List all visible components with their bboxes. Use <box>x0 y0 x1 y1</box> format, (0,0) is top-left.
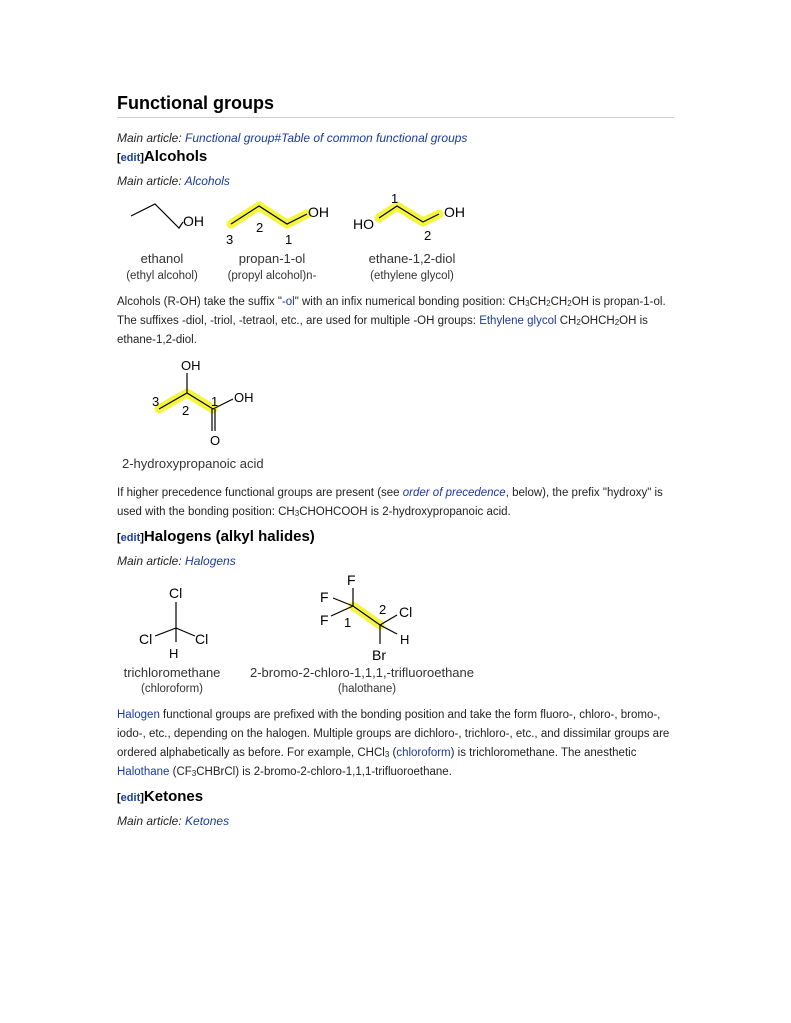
acid-name: 2-hydroxypropanoic acid <box>122 456 264 471</box>
functional-group-table-link[interactable]: Functional group#Table of common functional groups <box>185 131 468 145</box>
main-article-note <box>117 131 467 145</box>
ethanediol-n1: 1 <box>391 191 399 206</box>
ethanediol-name: ethane-1,2-diol <box>368 251 456 266</box>
ethanediol-ho: HO <box>353 216 374 232</box>
alcohols-paragraph-1: Alcohols (R-OH) take the suffix "-ol" with an infix numerical bonding position: $CH_3CH_2CH_2OH$ is propan-1-ol. The suffixes -diol, -triol, -tetraol, etc., are used for multiple -OH groups: Ethylene glycol $CH_2OHCH_2OH$ is ethane-1,2-diol. <box>117 296 666 346</box>
propanol-n3: 3 <box>226 232 234 247</box>
ethanediol-common-name: (ethylene glycol) <box>370 270 454 282</box>
acid-o: O <box>210 433 221 448</box>
chloroform-name: trichloromethane <box>123 665 221 680</box>
propanol-name: propan-1-ol <box>238 251 306 266</box>
halothane-name: 2-bromo-2-chloro-1,1,1,-trifluoroethane <box>250 665 474 680</box>
ethanol-name: ethanol <box>140 251 184 266</box>
ethanediol-structure <box>353 191 465 282</box>
acid-oh-right: OH <box>234 390 254 405</box>
chloroform-cl-top: Cl <box>169 585 183 601</box>
propanol-n2: 2 <box>256 220 264 235</box>
propanol-structure <box>226 204 329 282</box>
ethanediol-n2: 2 <box>424 228 432 243</box>
propanol-oh: OH <box>308 204 329 220</box>
propanol-n1: 1 <box>285 232 293 247</box>
halogens-structures-figure <box>117 570 497 700</box>
halothane-f-low: F <box>320 612 329 628</box>
halothane-structure <box>250 572 474 695</box>
alcohols-main-article: Main article: Alcohols <box>117 174 230 188</box>
halogen-link[interactable]: Halogen <box>117 709 160 721</box>
acid-n2: 2 <box>182 403 190 418</box>
halothane-h: H <box>400 632 410 647</box>
halogens-paragraph: Halogen functional groups are prefixed with the bonding position and take the form fluoro-, chloro-, bromo-, iodo-, etc., depending on the halogen. Multiple groups are dichloro-, trichloro-, etc., and dissimilar groups are ordered alphabetically as before. For example, CHCl$_3$ (chloroform) is trichloromethane. The anesthetic Halothane $(CF_3CHBrCl)$ is 2-bromo-2-chloro-1,1,1-trifluoroethane. <box>117 709 670 778</box>
ketones-heading: [edit]Ketones <box>117 788 204 805</box>
halothane-link[interactable]: Halothane <box>117 766 170 778</box>
alcohols-paragraph-2: If higher precedence functional groups are present (see order of precedence, below), the prefix "hydroxy" is used with the bonding position: $CH_3CHOHCOOH$ is 2-hydroxypropanoic acid. <box>117 487 663 518</box>
ol-suffix-link[interactable]: -ol <box>281 296 295 308</box>
order-of-precedence-link[interactable]: order of precedence <box>402 487 506 499</box>
halothane-f-mid: F <box>320 589 329 605</box>
ethanol-oh: OH <box>183 213 204 229</box>
edit-link-halogens[interactable]: [edit] <box>117 532 144 544</box>
propanol-common-name: (propyl alcohol)n- <box>227 270 317 282</box>
halothane-f-top: F <box>347 572 356 588</box>
halogens-heading: [edit]Halogens (alkyl halides) <box>117 528 315 545</box>
ethanol-common-name: (ethyl alcohol) <box>126 270 198 282</box>
main-article-prefix: Main article: <box>117 131 182 145</box>
chloroform-common-name: (chloroform) <box>141 683 203 695</box>
acid-n1: 1 <box>211 394 219 409</box>
halothane-br: Br <box>372 647 386 663</box>
halothane-common-name: (halothane) <box>337 683 397 695</box>
edit-link-alcohols[interactable]: [edit] <box>117 152 144 164</box>
chloroform-structure <box>124 585 221 695</box>
page-title: Functional groups <box>117 93 274 113</box>
ethanol-structure <box>126 204 204 282</box>
edit-link-ketones[interactable]: [edit] <box>117 792 144 804</box>
acid-n3: 3 <box>152 394 160 409</box>
chloroform-cl-left: Cl <box>139 631 153 647</box>
propanol-highlight <box>231 206 307 224</box>
chloroform-cl-right: Cl <box>195 631 209 647</box>
acid-oh-top: OH <box>181 358 201 373</box>
halothane-n2: 2 <box>379 602 387 617</box>
halothane-n1: 1 <box>344 615 352 630</box>
ethylene-glycol-link[interactable]: Ethylene glycol <box>479 315 557 327</box>
alcohols-article-link[interactable]: Alcohols <box>184 174 230 188</box>
halothane-cl: Cl <box>399 604 413 620</box>
ethanediol-oh: OH <box>444 204 465 220</box>
ketones-article-link[interactable]: Ketones <box>185 814 230 828</box>
halogens-article-link[interactable]: Halogens <box>185 554 236 568</box>
chloroform-h: H <box>169 646 179 661</box>
hydroxypropanoic-acid-figure <box>117 355 317 475</box>
title-rule <box>117 117 674 118</box>
halogens-main-article: Main article: Halogens <box>117 554 236 568</box>
ketones-main-article: Main article: Ketones <box>117 814 230 828</box>
chloroform-link[interactable]: chloroform <box>396 747 451 759</box>
alcohols-structures-figure <box>117 188 477 288</box>
alcohols-heading: [edit]Alcohols <box>117 148 208 165</box>
